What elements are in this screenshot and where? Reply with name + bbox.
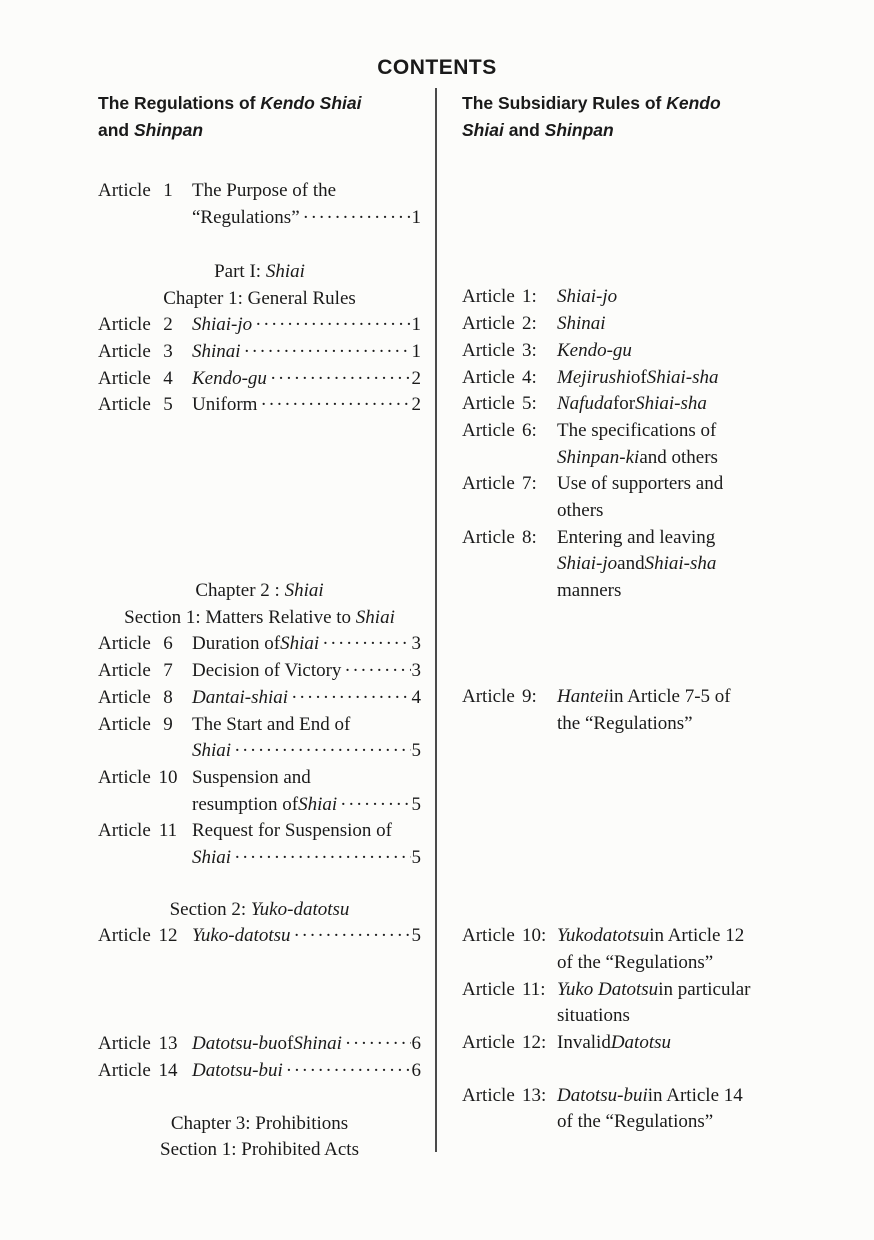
article-label: Article [98,713,151,735]
toc-line [192,658,421,685]
text-segment: Shiai [192,740,232,762]
entry-head [98,1031,192,1058]
toc-line [192,1058,421,1085]
text-segment: Shiai-sha [644,553,717,575]
toc-line [192,631,421,658]
text-segment: Datotsu-bui [192,1059,283,1081]
text-segment: Yuko-datotsu [250,898,350,920]
text-segment: The Start and End of [192,713,351,735]
toc-entry [462,471,852,524]
text-segment: resumption of [192,793,299,815]
entry-body [192,1031,421,1058]
article-label: Article [462,925,515,947]
toc-line [557,311,852,338]
entry-body [192,818,421,871]
text-segment: The Regulations of [98,93,261,113]
article-number: 10: [522,925,547,947]
article-label: Article [462,286,515,308]
toc-entry [462,338,852,365]
dot-leader [345,1031,411,1058]
article-number: 11 [158,820,178,842]
article-label: Article [98,766,151,788]
page-number: 6 [411,1059,421,1081]
toc-line [557,284,852,311]
entry-body [192,765,421,818]
toc-entry [98,178,421,231]
entry-body [557,365,852,392]
text-segment: Shiai-sha [646,366,719,388]
entry-head [98,685,192,712]
toc-line [557,1030,852,1057]
page-number: 6 [411,1033,421,1055]
article-label: Article [98,340,151,362]
article-label: Article [98,367,151,389]
text-segment: Entering and leaving [557,526,716,548]
entry-body [192,1058,421,1085]
article-number: 10 [158,766,178,788]
entry-head [98,658,192,685]
text-segment: in particular [658,978,751,1000]
toc-line [557,578,852,605]
text-segment: Shiai-jo [192,314,253,336]
text-segment: Shinai [557,313,606,335]
entry-head [98,339,192,366]
text-segment: Shiai-jo [557,553,618,575]
text-segment: manners [557,580,622,602]
page-number: 1 [411,314,421,336]
article-number: 13: [522,1084,547,1106]
text-segment: Request for Suspension of [192,820,393,842]
toc-entry [98,339,421,366]
page-number: 1 [411,207,421,229]
article-number: 12: [522,1032,547,1054]
text-segment: Dantai-shiai [192,686,289,708]
article-number: 2: [522,313,537,335]
section-heading [98,1111,421,1138]
section-heading [98,259,421,286]
text-segment: Datotsu [610,1032,672,1054]
entry-head [98,923,192,950]
toc-entry [98,312,421,339]
toc-entry [462,391,852,418]
text-segment: Section 2: [169,898,251,920]
dot-leader [286,1058,411,1085]
article-number: 14 [158,1059,178,1081]
entry-body [557,684,852,737]
text-segment: Nafuda [557,393,613,415]
dot-leader [294,923,411,950]
text-segment: Mejirushi [557,366,631,388]
toc-entry [462,977,852,1030]
toc-line [557,525,852,552]
text-segment: the “Regulations” [557,712,693,734]
article-number: 9: [522,685,537,707]
article-label: Article [98,820,151,842]
text-segment: Shinpan [544,119,614,140]
text-segment: of [277,1033,294,1055]
entry-head [462,1083,557,1136]
toc-line [192,845,421,872]
column-divider [435,88,437,1152]
section-heading [98,605,421,632]
entry-body [557,338,852,365]
article-number: 4: [522,366,537,388]
entry-body [192,312,421,339]
toc-entry [462,365,852,392]
text-segment: in Article 12 [649,925,745,947]
page-number: 1 [411,340,421,362]
article-number: 9 [163,713,173,735]
text-segment: for [612,393,636,415]
article-label: Article [462,1084,515,1106]
text-segment: of [630,366,647,388]
article-number: 2 [163,314,173,336]
dot-leader [260,392,410,419]
article-label: Article [98,180,151,202]
text-segment: Shiai [265,260,305,282]
article-label: Article [462,419,515,441]
text-segment: Chapter 2 : [195,580,285,602]
toc-line [192,818,421,845]
toc-entry [98,658,421,685]
entry-body [192,685,421,712]
text-segment: Yukodatotsu [557,925,650,947]
article-label: Article [462,366,515,388]
regulations-header [98,90,421,143]
header-line [462,117,852,144]
toc-entry [98,1058,421,1085]
text-segment: Kendo Shiai [260,93,362,113]
page-number: 5 [411,740,421,762]
toc-entry [98,1031,421,1058]
text-segment: Shiai [462,119,504,140]
entry-head [462,471,557,524]
text-segment: Hantei [557,685,609,707]
section-heading [98,897,421,924]
entry-head [98,312,192,339]
entry-body [557,1083,852,1136]
right-column [462,90,852,1136]
toc-entry [98,712,421,765]
text-segment: and others [639,446,718,468]
left-column [98,90,421,1164]
header-line [98,117,421,144]
toc-entry [462,684,852,737]
article-label: Article [462,313,515,335]
page-number: 2 [411,367,421,389]
entry-head [98,712,192,765]
entry-body [557,391,852,418]
article-label: Article [462,393,515,415]
toc-line [557,684,852,711]
header-line [462,90,852,117]
text-segment: of the “Regulations” [557,1111,714,1133]
article-label: Article [98,394,151,416]
entry-head [98,818,192,871]
toc-line [192,205,421,232]
entry-head [462,1030,557,1057]
dot-leader [344,658,410,685]
article-number: 11: [522,978,546,1000]
article-label: Article [98,660,151,682]
dot-leader [234,738,410,765]
toc-line [192,392,421,419]
section-heading [98,1137,421,1164]
text-segment: in Article 14 [647,1084,743,1106]
entry-head [98,366,192,393]
text-segment: Shiai [298,793,338,815]
entry-body [192,366,421,393]
text-segment: of the “Regulations” [557,951,714,973]
text-segment: and [617,553,645,575]
toc-entry [462,1030,852,1057]
entry-body [557,471,852,524]
article-number: 3 [163,340,173,362]
dot-leader [340,792,410,819]
article-number: 5: [522,393,537,415]
text-segment: Kendo-gu [192,367,267,389]
entry-head [98,631,192,658]
page-title: CONTENTS [377,56,497,79]
text-segment: Kendo [666,93,721,113]
page-number: 5 [411,793,421,815]
article-label: Article [462,473,515,495]
article-label: Article [462,685,515,707]
text-segment: Shiai [280,633,320,655]
article-number: 6: [522,419,537,441]
text-segment: Decision of Victory [192,660,342,682]
text-segment: others [557,500,604,522]
entry-body [557,418,852,471]
entry-head [462,923,557,976]
text-segment: Duration of [192,633,281,655]
entry-head [462,391,557,418]
page-number: 3 [411,633,421,655]
text-segment: Section 1: Prohibited Acts [160,1139,359,1161]
toc-line [192,712,421,739]
entry-head [98,765,192,818]
text-segment: Shiai-sha [635,393,707,415]
text-segment: The Subsidiary Rules of [462,93,667,113]
toc-line [192,765,421,792]
text-segment: Invalid [557,1032,611,1054]
article-label: Article [462,1032,515,1054]
toc-line [192,738,421,765]
entry-head [462,525,557,605]
article-label: Article [98,925,151,947]
toc-line [192,366,421,393]
text-segment: The Purpose of the [192,180,337,202]
toc-line [557,711,852,738]
article-label: Article [462,339,515,361]
entry-body [192,339,421,366]
text-segment: Use of supporters and [557,473,724,495]
text-segment: Shiai [192,847,232,869]
toc-entry [98,631,421,658]
page-number: 5 [411,925,421,947]
article-number: 8: [522,526,537,548]
toc-line [557,498,852,525]
article-label: Article [98,314,151,336]
section-heading [98,578,421,605]
page-number: 4 [411,686,421,708]
dot-leader [244,339,411,366]
entry-head [462,684,557,737]
toc-entry [462,284,852,311]
article-number: 3: [522,339,537,361]
toc-entry [462,525,852,605]
text-segment: Chapter 1: General Rules [163,287,356,309]
entry-body [557,284,852,311]
article-label: Article [98,633,151,655]
text-segment: Section 1: Matters Relative to [124,606,356,628]
article-label: Article [462,526,515,548]
text-segment: and [98,119,134,140]
entry-body [192,178,421,231]
article-number: 5 [163,394,173,416]
text-segment: Datotsu-bu [192,1033,278,1055]
toc-line [557,1083,852,1110]
text-segment: Shinai [293,1033,342,1055]
entry-head [98,392,192,419]
toc-line [192,312,421,339]
entry-body [557,923,852,976]
toc-entry [98,366,421,393]
article-number: 4 [163,367,173,389]
text-segment: Shinpan [133,119,204,140]
dot-leader [322,631,410,658]
toc-line [557,551,852,578]
article-number: 13 [158,1033,178,1055]
article-number: 12 [158,925,178,947]
toc-entry [98,765,421,818]
entry-head [462,418,557,471]
page-number: 5 [411,847,421,869]
dot-leader [303,205,411,232]
toc-entry [98,685,421,712]
text-segment: Shinpan-ki [557,446,640,468]
entry-body [192,923,421,950]
text-segment: and [503,119,545,140]
entry-head [98,1058,192,1085]
toc-line [557,338,852,365]
page-number: 3 [411,660,421,682]
article-number: 7 [163,660,173,682]
dot-leader [291,685,410,712]
entry-body [192,658,421,685]
toc-entry [98,818,421,871]
toc-entry [462,418,852,471]
article-number: 6 [163,633,173,655]
toc-line [557,418,852,445]
toc-entry [462,311,852,338]
dot-leader [270,366,411,393]
entry-head [462,365,557,392]
toc-line [557,471,852,498]
entry-body [192,631,421,658]
article-label: Article [462,978,515,1000]
entry-body [557,1030,852,1057]
toc-line [557,1109,852,1136]
subsidiary-rules-header [462,90,852,143]
toc-entry [462,1083,852,1136]
toc-line [557,977,852,1004]
text-segment: Suspension and [192,766,311,788]
text-segment: Yuko-datotsu [192,925,291,947]
toc-entry [462,923,852,976]
entry-head [462,311,557,338]
entry-head [462,284,557,311]
entry-body [557,311,852,338]
article-label: Article [98,686,151,708]
entry-body [192,392,421,419]
text-segment: Shinai [192,340,241,362]
section-heading [98,286,421,313]
text-segment: Shiai [284,580,324,602]
text-segment: Kendo-gu [557,339,632,361]
text-segment: The specifications of [557,419,717,441]
entry-head [462,338,557,365]
text-segment: Uniform [192,394,258,416]
text-segment: “Regulations” [192,207,300,229]
toc-line [557,1003,852,1030]
entry-body [557,977,852,1030]
text-segment: Chapter 3: Prohibitions [170,1112,349,1134]
entry-head [98,178,192,231]
article-label: Article [98,1033,151,1055]
text-segment: situations [557,1005,630,1027]
toc-entry [98,923,421,950]
text-segment: Part I: [214,260,266,282]
article-number: 1 [163,180,173,202]
entry-body [192,712,421,765]
text-segment: Shiai [355,606,395,628]
toc-line [557,365,852,392]
toc-line [192,178,421,205]
entry-body [557,525,852,605]
toc-line [557,950,852,977]
toc-line [192,923,421,950]
text-segment: Datotsu-bui [557,1084,648,1106]
toc-line [557,391,852,418]
article-number: 8 [163,686,173,708]
dot-leader [255,312,410,339]
text-segment: Yuko Datotsu [557,978,659,1000]
toc-line [557,923,852,950]
article-label: Article [98,1059,151,1081]
toc-line [557,445,852,472]
text-segment: in Article 7-5 of [608,685,731,707]
toc-entry [98,392,421,419]
page-number: 2 [411,394,421,416]
toc-line [192,685,421,712]
toc-line [192,792,421,819]
entry-head [462,977,557,1030]
toc-line [192,339,421,366]
toc-line [192,1031,421,1058]
text-segment: Shiai-jo [557,286,618,308]
article-number: 7: [522,473,537,495]
article-number: 1: [522,286,537,308]
dot-leader [234,845,410,872]
header-line [98,90,421,117]
